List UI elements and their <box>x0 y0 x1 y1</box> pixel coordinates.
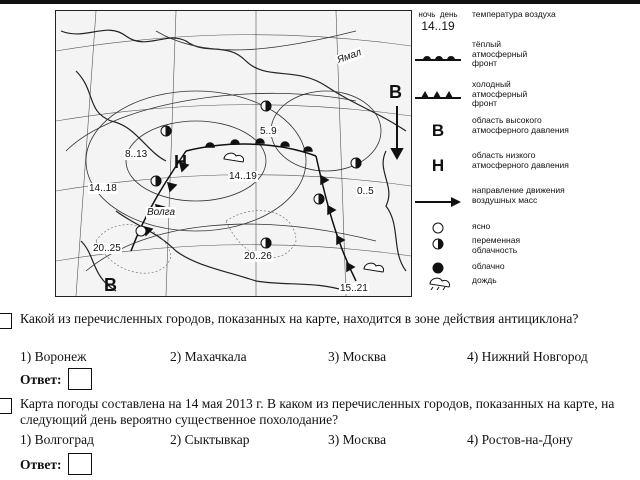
arrow-right-icon <box>412 196 464 211</box>
question-1 <box>20 311 630 327</box>
legend-warm-text: тёплый атмосферный фронт <box>472 39 528 68</box>
high-pressure-marker: В <box>389 82 402 102</box>
q1-option-2[interactable]: 2) Махачкала <box>170 349 247 364</box>
q2-option-3[interactable]: 3) Москва <box>328 432 387 447</box>
high-pressure-marker: В <box>104 275 117 295</box>
city-temp: 14..18 <box>89 183 117 194</box>
top-border <box>0 0 640 4</box>
legend-low-text: область низкого атмосферного давления <box>472 150 569 170</box>
isobars <box>66 31 381 271</box>
partly-cloudy-icon <box>412 238 464 253</box>
legend-airflow-text: направление движения воздушных масс <box>472 185 565 205</box>
city-temp: 8..13 <box>125 149 148 160</box>
q1-answer-box[interactable] <box>68 368 92 390</box>
q1-answer-label: Ответ: <box>20 372 62 387</box>
q2-option-2[interactable]: 2) Сыктывкар <box>170 432 250 447</box>
low-pressure-marker: Н <box>174 152 187 172</box>
question-2 <box>20 396 630 428</box>
question-number-box <box>0 313 12 329</box>
legend-night-label: ночь <box>418 10 436 19</box>
city-temp: 20..26 <box>244 251 272 262</box>
city-temp: 15..21 <box>340 283 368 294</box>
clear-sky-icon <box>412 222 464 237</box>
legend-cold-text: холодный атмосферный фронт <box>472 79 528 108</box>
q2-answer-box[interactable] <box>68 453 92 475</box>
legend-clear-text: ясно <box>472 221 491 231</box>
city-temp: 20..25 <box>93 243 121 254</box>
question-number-box <box>0 398 12 414</box>
river-label: Волга <box>147 207 176 218</box>
legend-cloudy-text: облачно <box>472 261 505 271</box>
q2-option-4[interactable]: 4) Ростов-на-Дону <box>467 432 573 447</box>
legend-high-symbol: В <box>431 121 445 140</box>
question-2-text: Карта погоды составлена на 14 мая 2013 г. В каком из перечисленных городов, показанных на карте, на следующий день вероятно существенное похолодание? <box>20 396 615 427</box>
q1-option-3[interactable]: 3) Москва <box>328 349 387 364</box>
map-legend <box>412 8 640 298</box>
cold-front-icon <box>412 88 464 103</box>
city-temp: 5..9 <box>260 126 277 137</box>
legend-high-text: область высокого атмосферного давления <box>472 115 569 135</box>
legend-day-label: день <box>439 10 458 19</box>
q2-answer-label: Ответ: <box>20 457 62 472</box>
warm-front <box>186 139 316 156</box>
warm-front-icon <box>412 50 464 65</box>
legend-partly-text: переменная облачность <box>472 235 521 255</box>
legend-low-symbol: Н <box>431 156 445 175</box>
q2-option-1[interactable]: 1) Волгоград <box>20 432 95 447</box>
legend-rain-text: дождь <box>472 275 497 285</box>
place-label: Ямал <box>335 47 363 66</box>
city-temp: 0..5 <box>357 186 374 197</box>
legend-temp-text: температура воздуха <box>472 9 556 19</box>
weather-map <box>55 10 412 297</box>
q1-option-1[interactable]: 1) Воронеж <box>20 349 87 364</box>
rain-icon <box>412 276 464 293</box>
city-temp: 14..19 <box>229 171 257 182</box>
q1-option-4[interactable]: 4) Нижний Новгород <box>467 349 588 364</box>
cloudy-icon <box>412 262 464 277</box>
question-1-text: Какой из перечисленных городов, показанных на карте, находится в зоне действия антициклона? <box>20 311 579 326</box>
legend-temp-example: 14..19 <box>421 19 455 33</box>
